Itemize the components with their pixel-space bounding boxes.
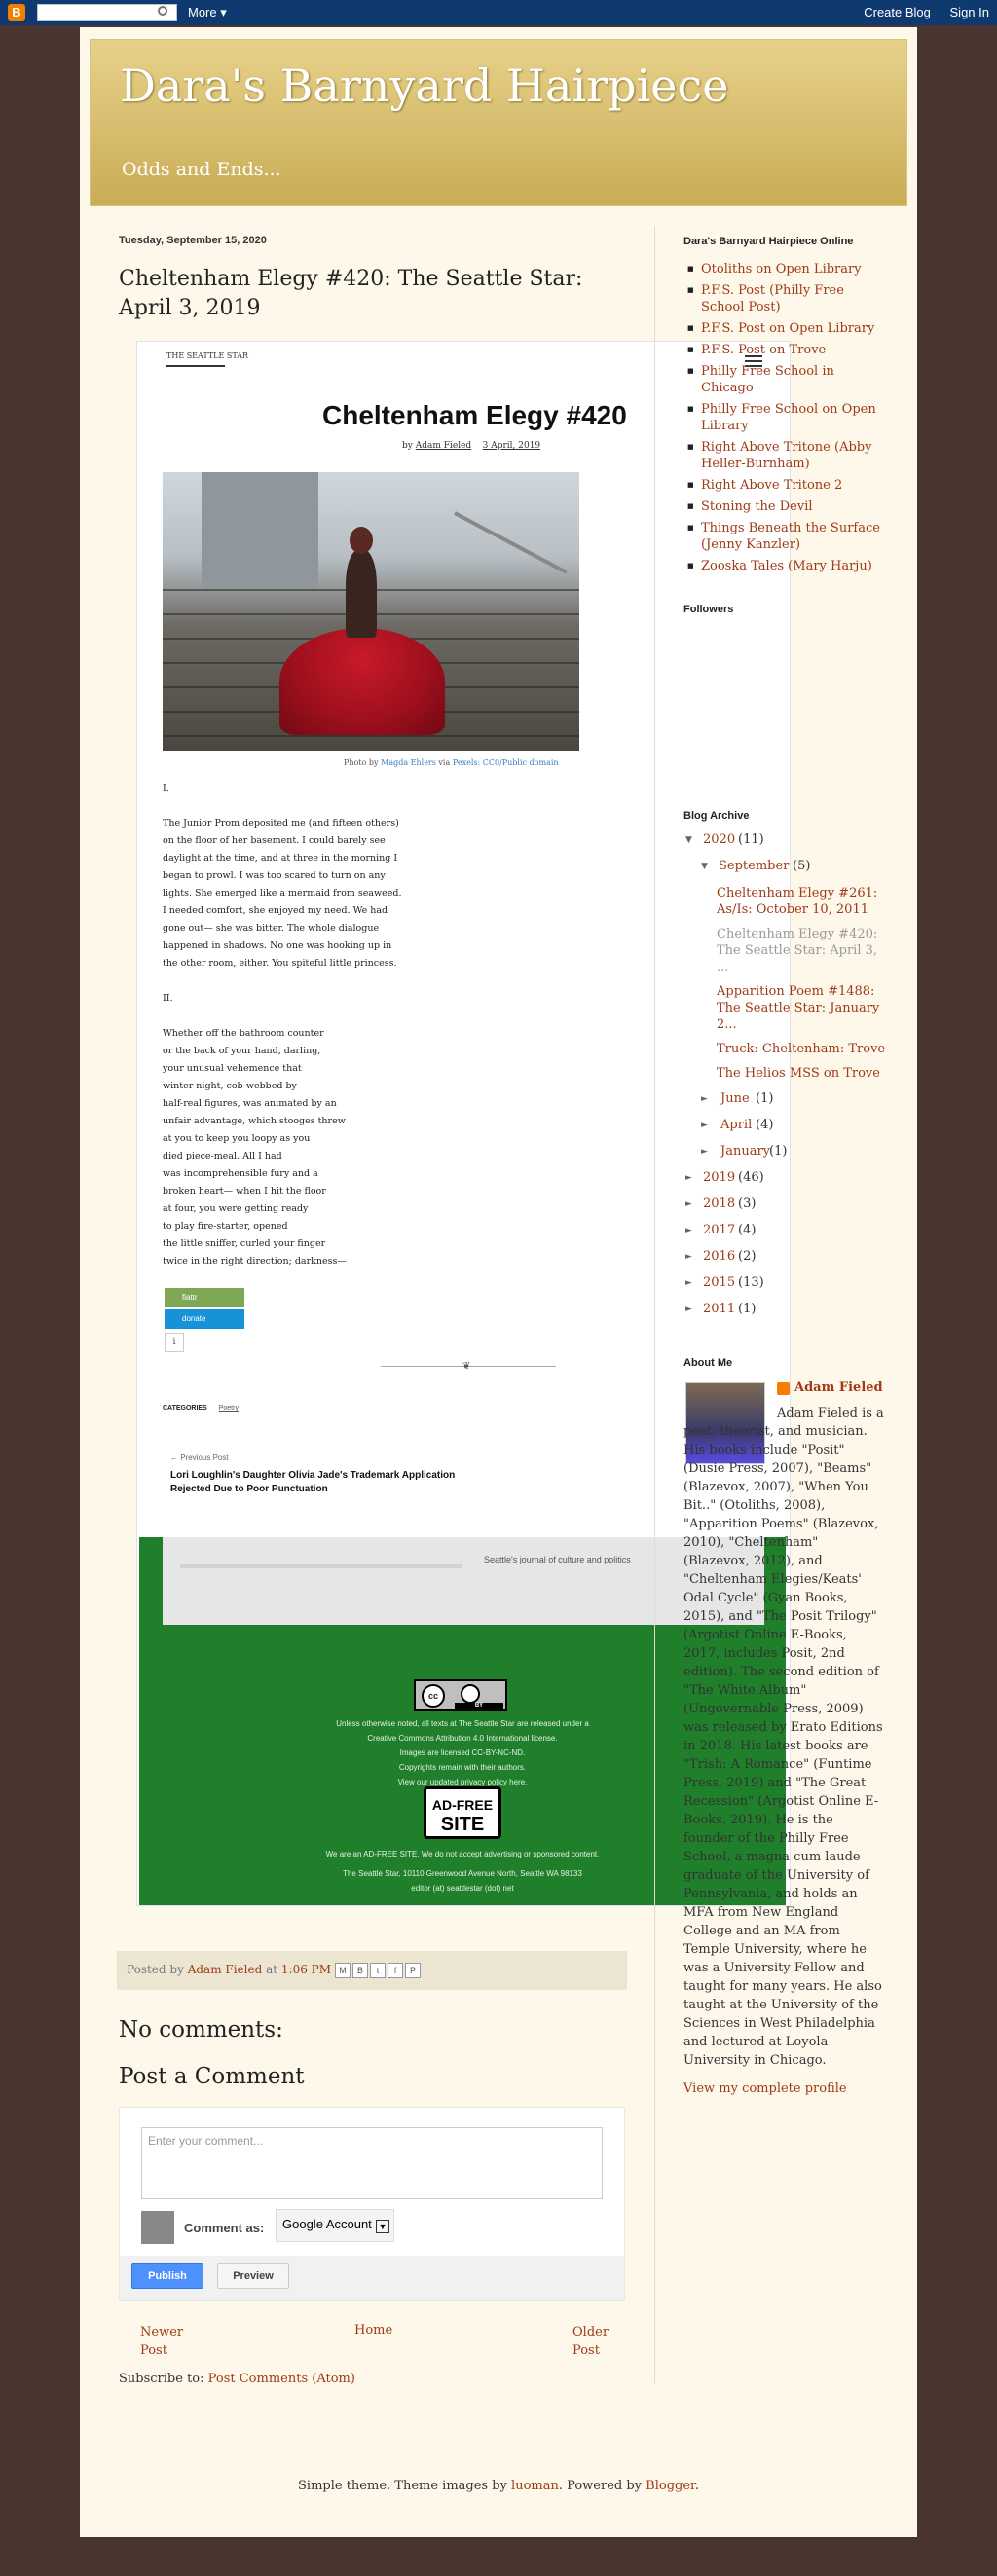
view-profile-link[interactable]: View my complete profile bbox=[683, 2081, 847, 2096]
post-footer bbox=[117, 1951, 627, 1990]
poem-line: at you to keep you loopy as you bbox=[163, 1133, 311, 1144]
comment-actions bbox=[120, 2256, 624, 2300]
email-text: editor (at) seattlestar (dot) net bbox=[411, 1884, 514, 1893]
credit-suffix: . bbox=[694, 2479, 699, 2493]
caption-credit-link[interactable]: Magda Ehlers bbox=[381, 758, 436, 767]
poem-line: your unusual vehemence that bbox=[163, 1063, 302, 1074]
section-two-poem bbox=[163, 1025, 455, 1270]
categories-label: CATEGORIES bbox=[163, 1405, 207, 1412]
followers-heading: Followers bbox=[683, 604, 734, 615]
toggle-collapsed-icon[interactable]: ► bbox=[685, 1252, 692, 1262]
toggle-collapsed-icon[interactable]: ► bbox=[685, 1278, 692, 1288]
share-buttons bbox=[335, 1963, 423, 1978]
navbar-search-input[interactable] bbox=[37, 4, 177, 21]
section-two-numeral: II. bbox=[163, 993, 173, 1004]
archive-year-link[interactable]: 2011 bbox=[703, 1302, 736, 1316]
blog-archive bbox=[683, 832, 888, 1328]
archive-month-link[interactable]: April bbox=[720, 1118, 753, 1132]
section-one-text: The Junior Prom deposited me (and fifteen others) on the floor of her basement. I could barely see daylight at the time, and at three in the morning I began to prowl. I was too scared to turn on any lights. She emerged like a mermaid from seaweed. I needed comfort, she enjoyed my need. We had gone out— she was bitter. The whole dialogue happened in shadows. No one was hooking up in the other room, either. You spiteful little princess. bbox=[163, 818, 402, 969]
flattr-button[interactable]: flattr bbox=[165, 1288, 244, 1307]
author-name-link[interactable]: Adam Fieled bbox=[794, 1380, 883, 1395]
footer-search-bar[interactable] bbox=[180, 1564, 462, 1568]
toggle-collapsed-icon[interactable]: ► bbox=[685, 1199, 692, 1209]
navbar-right bbox=[848, 5, 989, 19]
adfree-line-1: AD-FREE bbox=[431, 1797, 494, 1813]
license-line: Unless otherwise noted, all texts at The Seattle Star are released under a bbox=[336, 1719, 589, 1728]
sidebar-link-text[interactable]: Stoning the Devil bbox=[701, 499, 813, 514]
subscribe-row bbox=[119, 2372, 355, 2386]
article-title: Cheltenham Elegy #420 bbox=[322, 400, 627, 430]
archive-month-april[interactable] bbox=[683, 1118, 888, 1144]
post-author-link[interactable]: Adam Fieled bbox=[187, 1963, 263, 1976]
credit-prefix: Simple theme. Theme images by bbox=[298, 2479, 507, 2493]
sidebar-link-text[interactable]: Otoliths on Open Library bbox=[701, 262, 862, 276]
comment-textarea[interactable]: Enter your comment... bbox=[141, 2127, 603, 2199]
ornament-icon: ❦ bbox=[462, 1361, 471, 1372]
poem-line: at four, you were getting ready bbox=[163, 1203, 309, 1214]
archive-year-link[interactable]: 2018 bbox=[703, 1196, 736, 1211]
archive-heading: Blog Archive bbox=[683, 810, 750, 822]
photo-building bbox=[202, 472, 318, 589]
twitter-share-icon[interactable]: t bbox=[370, 1963, 386, 1978]
archive-year-link[interactable]: 2016 bbox=[703, 1249, 736, 1264]
account-select-value: Google Account bbox=[282, 2217, 372, 2231]
older-post-link[interactable]: Older Post bbox=[572, 2325, 609, 2358]
archive-year-2011[interactable] bbox=[683, 1302, 888, 1328]
caption-source-link[interactable]: Pexels: CC0/Public domain bbox=[452, 758, 559, 767]
license-line[interactable]: Creative Commons Attribution 4.0 International license. bbox=[367, 1734, 558, 1743]
poem-line: winter night, cob-webbed by bbox=[163, 1081, 297, 1091]
info-icon[interactable]: i bbox=[165, 1333, 184, 1352]
blog-title[interactable]: Dara's Barnyard Hairpiece bbox=[120, 59, 729, 112]
photo-head bbox=[350, 527, 373, 554]
toggle-collapsed-icon[interactable]: ► bbox=[685, 1173, 692, 1183]
poem-line: unfair advantage, which stooges threw bbox=[163, 1116, 346, 1126]
privacy-policy-link[interactable]: View our updated privacy policy here. bbox=[397, 1778, 528, 1786]
article-photo-red-dress bbox=[163, 472, 579, 751]
archive-year-2017[interactable] bbox=[683, 1223, 888, 1249]
sign-in-link[interactable]: Sign In bbox=[949, 5, 989, 19]
archive-year-link[interactable]: 2020 bbox=[703, 832, 736, 847]
archive-month-link[interactable]: September bbox=[719, 859, 790, 873]
post-comment-heading: Post a Comment bbox=[119, 2064, 305, 2089]
archive-count: (5) bbox=[793, 859, 811, 873]
archive-count: (4) bbox=[756, 1118, 774, 1132]
account-select[interactable] bbox=[276, 2209, 394, 2242]
archive-count: (11) bbox=[738, 832, 764, 847]
archive-count: (1) bbox=[738, 1302, 757, 1316]
commenter-avatar bbox=[141, 2211, 174, 2244]
credit-middle: . Powered by bbox=[558, 2479, 643, 2493]
archive-month-september[interactable] bbox=[683, 859, 888, 885]
preview-button[interactable]: Preview bbox=[217, 2263, 289, 2289]
photo-caption bbox=[344, 758, 559, 767]
online-links-list bbox=[685, 261, 880, 579]
license-line: Images are licensed CC-BY-NC-ND. bbox=[399, 1748, 526, 1757]
sidebar-link-text[interactable]: Right Above Tritone 2 bbox=[701, 478, 843, 493]
sidebar-link-text[interactable]: Things Beneath the Surface (Jenny Kanzler) bbox=[701, 521, 880, 552]
search-icon[interactable] bbox=[158, 6, 167, 16]
sidebar-link-text[interactable]: Right Above Tritone (Abby Heller-Burnham) bbox=[701, 440, 872, 471]
pinterest-share-icon[interactable]: P bbox=[405, 1963, 421, 1978]
ad-free-text: We are an AD-FREE SITE. We do not accept advertising or sponsored content. bbox=[325, 1850, 600, 1858]
creative-commons-badge-icon[interactable] bbox=[414, 1679, 507, 1711]
blog-header bbox=[90, 39, 907, 206]
toggle-collapsed-icon[interactable]: ► bbox=[701, 1094, 708, 1104]
sidebar-link[interactable] bbox=[685, 320, 880, 337]
poem-line: Whether off the bathroom counter bbox=[163, 1028, 324, 1039]
about-me-heading: About Me bbox=[683, 1357, 733, 1369]
sidebar-link[interactable] bbox=[685, 477, 880, 494]
poem-line: was incomprehensible fury and a bbox=[163, 1168, 318, 1179]
sidebar-link-text[interactable]: P.F.S. Post (Philly Free School Post) bbox=[701, 283, 844, 314]
archive-year-2016[interactable] bbox=[683, 1249, 888, 1275]
archive-year-link[interactable]: 2019 bbox=[703, 1170, 736, 1185]
poem-line: twice in the right direction; darkness— bbox=[163, 1256, 347, 1267]
adfree-line-2: SITE bbox=[440, 1814, 485, 1835]
sidebar-link[interactable] bbox=[685, 498, 880, 515]
photo-figure bbox=[346, 550, 377, 638]
archive-month-link[interactable]: January bbox=[720, 1144, 771, 1159]
attribution-icon bbox=[461, 1684, 480, 1704]
sidebar-link-text[interactable]: Zooska Tales (Mary Harju) bbox=[701, 559, 872, 573]
toggle-expanded-icon[interactable]: ▼ bbox=[685, 835, 692, 845]
seattle-star-logo[interactable]: THE SEATTLE STAR bbox=[166, 351, 249, 360]
publish-button[interactable]: Publish bbox=[131, 2263, 203, 2289]
ad-free-badge-icon bbox=[424, 1786, 501, 1839]
sidebar-link[interactable] bbox=[685, 439, 880, 472]
chevron-down-icon: ▼ bbox=[376, 2220, 389, 2233]
archive-post-link[interactable]: The Helios MSS on Trove bbox=[717, 1066, 880, 1081]
online-links-heading: Dara's Barnyard Hairpiece Online bbox=[683, 236, 854, 247]
sidebar-link[interactable] bbox=[685, 401, 880, 434]
journal-tagline: Seattle's journal of culture and politics bbox=[484, 1555, 631, 1564]
archive-count: (4) bbox=[738, 1223, 757, 1237]
comment-as-label: Comment as: bbox=[184, 2221, 265, 2235]
categories-row bbox=[163, 1405, 239, 1412]
sidebar-link-text[interactable]: Philly Free School in Chicago bbox=[701, 364, 834, 395]
previous-post-label[interactable]: ← Previous Post bbox=[170, 1454, 229, 1462]
more-menu[interactable]: More ▾ bbox=[188, 5, 227, 19]
posted-at-label: at bbox=[266, 1963, 278, 1976]
caption-prefix: Photo by bbox=[344, 758, 379, 767]
byline-date-link[interactable]: 3 April, 2019 bbox=[482, 441, 541, 451]
archive-year-link[interactable]: 2017 bbox=[703, 1223, 736, 1237]
post-date: Tuesday, September 15, 2020 bbox=[119, 235, 267, 246]
blogger-navbar bbox=[0, 0, 997, 25]
subscribe-label: Subscribe to: bbox=[119, 2372, 204, 2386]
poem-line: or the back of your hand, darling, bbox=[163, 1046, 321, 1056]
archive-year-link[interactable]: 2015 bbox=[703, 1275, 736, 1290]
byline-author-link[interactable]: Adam Fieled bbox=[415, 441, 472, 451]
archive-year-2018[interactable] bbox=[683, 1196, 888, 1223]
license-line: Copyrights remain with their authors. bbox=[398, 1763, 527, 1772]
sidebar-link-text[interactable]: P.F.S. Post on Open Library bbox=[701, 321, 875, 336]
category-poetry-link[interactable]: Poetry bbox=[218, 1405, 239, 1412]
comment-form bbox=[119, 2107, 625, 2301]
create-blog-link[interactable]: Create Blog bbox=[864, 5, 931, 19]
archive-post-link[interactable]: Truck: Cheltenham: Trove bbox=[717, 1042, 886, 1056]
poem-line: half-real figures, was animated by an bbox=[163, 1098, 337, 1109]
archive-year-2020[interactable] bbox=[683, 832, 888, 859]
blog-this-icon[interactable]: B bbox=[352, 1963, 368, 1978]
archive-month-june[interactable] bbox=[683, 1091, 888, 1118]
sidebar-link[interactable] bbox=[685, 342, 880, 358]
author-bio: Adam Fieled is a poet, theorist, and musician. His books include "Posit" (Dusie Press, 2007), "Beams" (Blazevox, 2007), "When You Bit.." (Otoliths, 2008), "Apparition Poems" (Blazevox, 2010), "Cheltenham" (Blazevox, 2012), and "Cheltenham Elegies/Keats' Odal Cycle" (Gyan Books, 2015), and "The Posit Trilogy" (Argotist Online E-Books, 2017, includes Posit, 2nd edition). The second edition of "The White Album" (Ungovernable Press, 2009) was released by Erato Editions in 2018. His latest books are "Trish: A Romance" (Funtime Press, 2019) and "The Great Recession" (Argotist Online E-Books, 2019). He is the founder of the Philly Free School, a magna cum laude graduate of the University of Pennsylvania, and holds an MFA from New England College and an MA from Temple University, where he was a University Fellow and taught for many years. He also taught at the University of the Sciences in West Philadelphia and lectured at Loyola University in Chicago. bbox=[683, 1406, 884, 2068]
archive-count: (3) bbox=[738, 1196, 757, 1211]
toggle-collapsed-icon[interactable]: ► bbox=[701, 1147, 708, 1157]
archive-post-current: Cheltenham Elegy #420: The Seattle Star: April 3, ... bbox=[717, 927, 878, 975]
luoman-link[interactable]: luoman bbox=[511, 2479, 559, 2493]
blogger-logo-icon[interactable]: B bbox=[8, 4, 25, 21]
address-text: The Seattle Star, 10110 Greenwood Avenue North, Seattle WA 98133 bbox=[343, 1869, 582, 1878]
newer-post-link[interactable]: Newer Post bbox=[140, 2325, 184, 2358]
blogger-profile-icon bbox=[777, 1382, 790, 1395]
archive-month-january[interactable] bbox=[683, 1144, 888, 1170]
poem-line: the little sniffer, curled your finger bbox=[163, 1238, 326, 1249]
toggle-expanded-icon[interactable]: ▼ bbox=[701, 862, 708, 871]
archive-count: (1) bbox=[756, 1091, 774, 1106]
archive-month-link[interactable]: June bbox=[720, 1091, 750, 1106]
byline-by: by bbox=[402, 441, 413, 451]
archive-count: (13) bbox=[738, 1275, 764, 1290]
home-link[interactable]: Home bbox=[354, 2323, 393, 2337]
section-one-numeral: I. bbox=[163, 783, 169, 793]
footer-search-band bbox=[163, 1537, 764, 1625]
photo-red-dress bbox=[279, 628, 445, 735]
post-time-link[interactable]: 1:06 PM bbox=[280, 1963, 332, 1976]
post-title: Cheltenham Elegy #420: The Seattle Star: April 3, 2019 bbox=[119, 267, 583, 320]
sidebar-link[interactable] bbox=[685, 558, 880, 574]
archive-count: (1) bbox=[769, 1144, 788, 1159]
poem-line: to play fire-starter, opened bbox=[163, 1221, 288, 1232]
photo-railing bbox=[454, 511, 568, 574]
logo-underline bbox=[166, 365, 225, 367]
archive-count: (2) bbox=[738, 1249, 757, 1264]
subscribe-atom-link[interactable]: Post Comments (Atom) bbox=[207, 2372, 355, 2386]
theme-credit bbox=[0, 2479, 997, 2493]
article-byline bbox=[402, 441, 540, 451]
sidebar-link-text[interactable]: Philly Free School on Open Library bbox=[701, 402, 876, 433]
blog-description: Odds and Ends... bbox=[122, 159, 281, 180]
previous-post-link[interactable]: Lori Loughlin's Daughter Olivia Jade's Trademark Application Rejected Due to Poor Punctuation bbox=[170, 1470, 456, 1494]
donate-button[interactable]: donate bbox=[165, 1309, 244, 1329]
cc-icon: cc bbox=[422, 1684, 445, 1708]
facebook-share-icon[interactable]: f bbox=[388, 1963, 403, 1978]
sidebar-divider bbox=[654, 226, 655, 2383]
sidebar-link[interactable] bbox=[685, 261, 880, 277]
cc-by-label: BY bbox=[455, 1703, 503, 1711]
caption-via: via bbox=[438, 758, 451, 767]
poem-line: broken heart— when I hit the floor bbox=[163, 1186, 326, 1196]
archive-year-2019[interactable] bbox=[683, 1170, 888, 1196]
toggle-collapsed-icon[interactable]: ► bbox=[685, 1305, 692, 1314]
archive-posts bbox=[683, 885, 890, 1082]
posted-by-label: Posted by bbox=[127, 1963, 184, 1976]
archive-post-link[interactable]: Cheltenham Elegy #261: As/Is: October 10, 2011 bbox=[717, 886, 878, 917]
sidebar-link-text[interactable]: P.F.S. Post on Trove bbox=[701, 343, 827, 357]
archive-count: (46) bbox=[738, 1170, 764, 1185]
sidebar-link[interactable] bbox=[685, 282, 880, 315]
blogger-link[interactable]: Blogger bbox=[646, 2479, 695, 2493]
sidebar-link[interactable] bbox=[685, 520, 880, 553]
email-share-icon[interactable]: M bbox=[335, 1963, 351, 1978]
archive-post-link[interactable]: Apparition Poem #1488: The Seattle Star: January 2... bbox=[717, 984, 880, 1032]
toggle-collapsed-icon[interactable]: ► bbox=[685, 1226, 692, 1235]
toggle-collapsed-icon[interactable]: ► bbox=[701, 1121, 708, 1130]
sidebar-link[interactable] bbox=[685, 363, 880, 396]
archive-year-2015[interactable] bbox=[683, 1275, 888, 1302]
poem-line: died piece-meal. All I had bbox=[163, 1151, 282, 1161]
article-body bbox=[163, 780, 455, 1270]
no-comments-heading: No comments: bbox=[119, 2017, 283, 2042]
